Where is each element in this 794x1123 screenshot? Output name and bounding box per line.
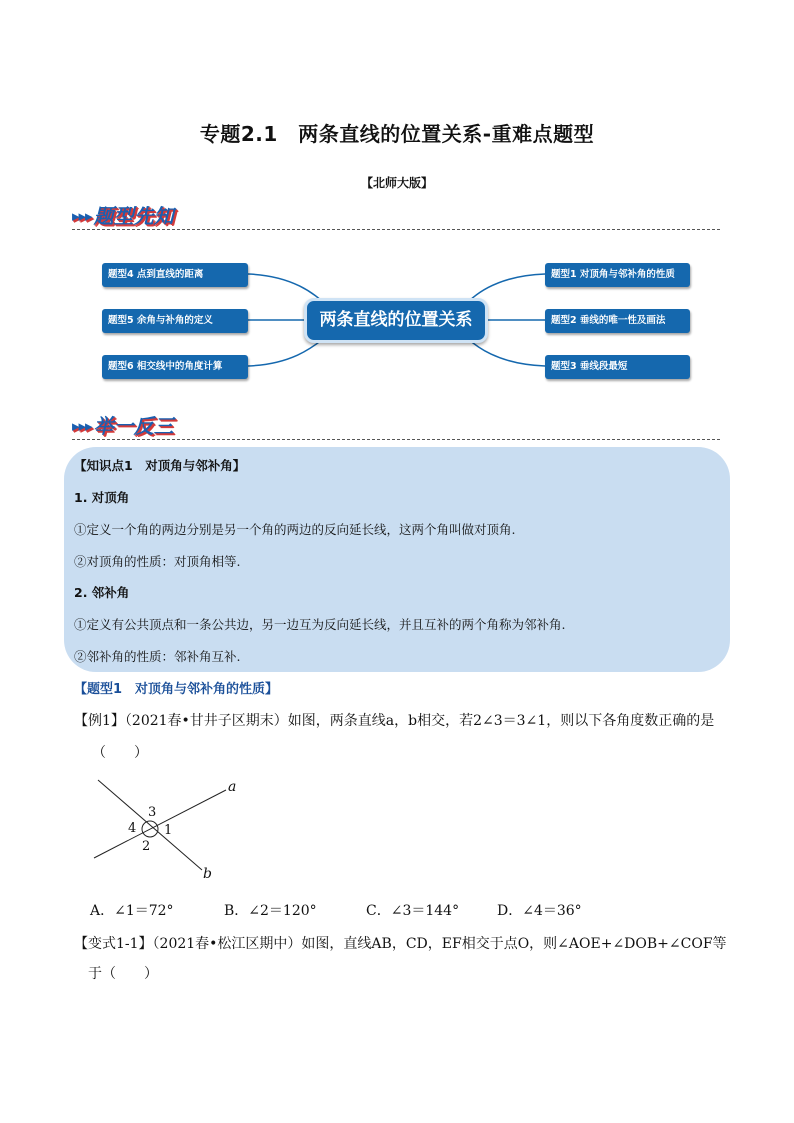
variant-question: 【变式1-1】（2021春•松江区期中）如图，直线AB，CD，EF相交于点O，则∠AOE+∠DOB+∠COF等 xyxy=(74,936,727,952)
section-header-label: 题型先知 xyxy=(93,204,174,228)
angle-label-3: 3 xyxy=(148,805,157,820)
section-header-label: 举一反三 xyxy=(93,414,174,438)
line-b xyxy=(98,780,202,870)
line-a xyxy=(94,790,226,858)
option-b: B．∠2＝120° xyxy=(224,903,317,919)
label-b: b xyxy=(203,866,212,882)
arrows-icon: ▸▸▸ xyxy=(72,417,92,435)
mindmap-node-type6: 题型6 相交线中的角度计算 xyxy=(102,355,248,379)
type-heading: 【题型1 对顶角与邻补角的性质】 xyxy=(74,682,279,697)
knowledge-heading: 【知识点1 对顶角与邻补角】 xyxy=(74,458,246,473)
arrows-icon: ▸▸▸ xyxy=(72,207,92,225)
mindmap-node-type4: 题型4 点到直线的距离 xyxy=(102,263,248,287)
section-header-practice xyxy=(72,410,174,439)
mindmap-node-type5: 题型5 余角与补角的定义 xyxy=(102,309,248,333)
knowledge-line: ①定义有公共顶点和一条公共边，另一边互为反向延长线，并且互补的两个角称为邻补角. xyxy=(74,617,566,632)
option-c: C．∠3＝144° xyxy=(366,903,460,919)
knowledge-line: ①定义一个角的两边分别是另一个角的两边的反向延长线，这两个角叫做对顶角. xyxy=(74,522,516,537)
knowledge-line: ②对顶角的性质：对顶角相等. xyxy=(74,554,241,569)
angle-label-2: 2 xyxy=(142,839,151,854)
answer-blank: （ ） xyxy=(92,745,148,761)
option-d: D．∠4＝36° xyxy=(497,903,582,919)
mindmap-node-type2: 题型2 垂线的唯一性及画法 xyxy=(545,309,690,333)
angle-label-1: 1 xyxy=(164,823,173,838)
mindmap-node-type3: 题型3 垂线段最短 xyxy=(545,355,690,379)
knowledge-line: ②邻补角的性质：邻补角互补. xyxy=(74,649,241,664)
example-question: 【例1】（2021春•甘井子区期末）如图，两条直线a，b相交，若2∠3＝3∠1，则以下各角度数正确的是 xyxy=(74,713,715,729)
mindmap-node-type1: 题型1 对顶角与邻补角的性质 xyxy=(545,263,690,287)
answer-blank: 于（ ） xyxy=(88,966,158,982)
angle-label-4: 4 xyxy=(128,821,137,836)
knowledge-subheading: 2. 邻补角 xyxy=(74,585,130,600)
label-a: a xyxy=(228,779,237,795)
option-a: A．∠1＝72° xyxy=(90,903,174,919)
mindmap-center: 两条直线的位置关系 xyxy=(304,298,488,343)
page-title: 专题2.1 两条直线的位置关系-重难点题型 xyxy=(199,122,595,146)
knowledge-subheading: 1. 对顶角 xyxy=(74,490,130,505)
divider xyxy=(72,439,720,440)
edition-label: 【北师大版】 xyxy=(360,176,433,190)
